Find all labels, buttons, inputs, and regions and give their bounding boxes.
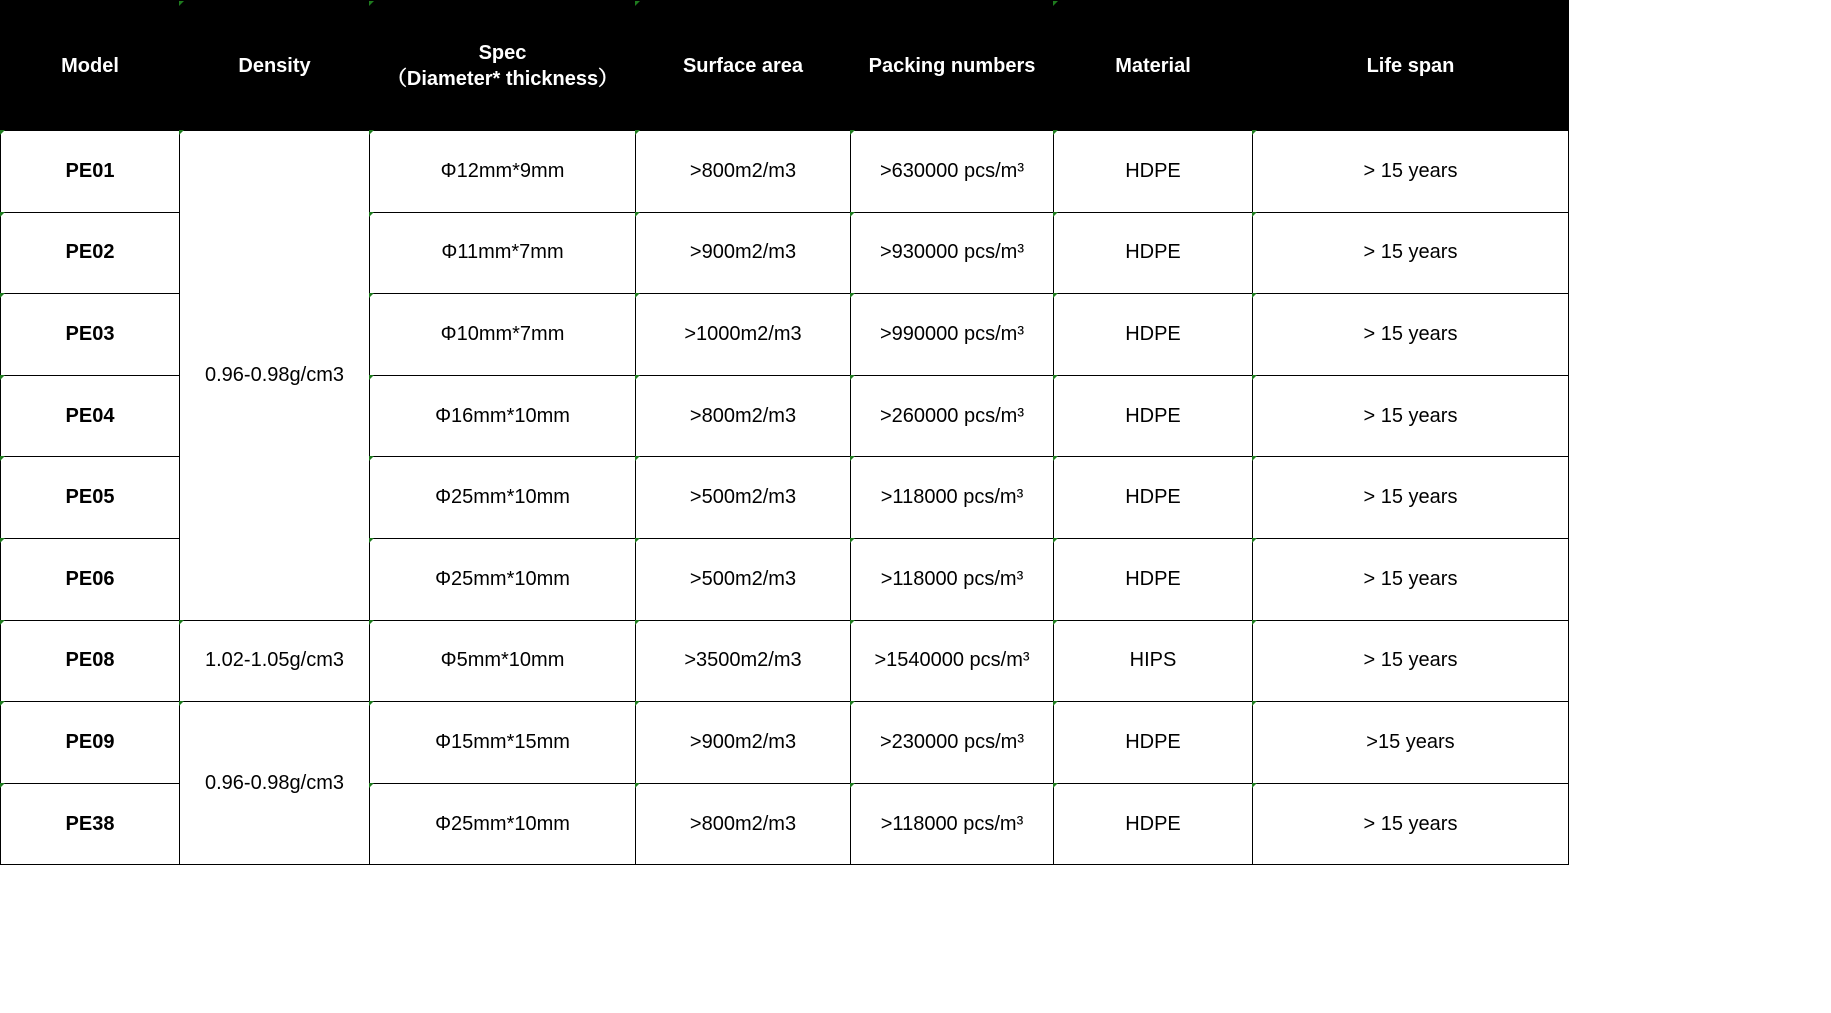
life-span-cell: > 15 years (1253, 538, 1569, 620)
density-cell: 0.96-0.98g/cm3 (180, 131, 370, 621)
life-span-cell: >15 years (1253, 702, 1569, 784)
life-span-cell: > 15 years (1253, 294, 1569, 376)
packing-cell: >990000 pcs/m³ (851, 294, 1054, 376)
header-spec (370, 1, 636, 131)
spec-cell: Φ16mm*10mm (370, 375, 636, 457)
surface-area-cell: >900m2/m3 (636, 702, 851, 784)
spec-cell: Φ25mm*10mm (370, 538, 636, 620)
packing-cell: >930000 pcs/m³ (851, 212, 1054, 294)
life-span-cell: > 15 years (1253, 457, 1569, 539)
surface-area-cell: >800m2/m3 (636, 375, 851, 457)
spec-cell: Φ10mm*7mm (370, 294, 636, 376)
header-packing-numbers: Packing numbers (851, 1, 1054, 131)
table-header (1, 1, 1569, 131)
material-cell: HDPE (1054, 702, 1253, 784)
surface-area-cell: >500m2/m3 (636, 538, 851, 620)
material-cell: HDPE (1054, 538, 1253, 620)
packing-cell: >1540000 pcs/m³ (851, 620, 1054, 702)
spec-cell: Φ25mm*10mm (370, 783, 636, 865)
spec-cell: Φ25mm*10mm (370, 457, 636, 539)
life-span-cell: > 15 years (1253, 783, 1569, 865)
header-spec-subtitle: （Diameter* thickness） (386, 67, 619, 90)
spec-cell: Φ5mm*10mm (370, 620, 636, 702)
density-cell: 0.96-0.98g/cm3 (180, 702, 370, 865)
material-cell: HDPE (1054, 131, 1253, 213)
model-cell: PE02 (1, 212, 180, 294)
header-life-span: Life span (1253, 1, 1569, 131)
model-cell: PE09 (1, 702, 180, 784)
life-span-cell: > 15 years (1253, 620, 1569, 702)
table-row (1, 702, 1569, 784)
packing-cell: >118000 pcs/m³ (851, 457, 1054, 539)
model-cell: PE38 (1, 783, 180, 865)
material-cell: HIPS (1054, 620, 1253, 702)
header-density: Density (180, 1, 370, 131)
material-cell: HDPE (1054, 457, 1253, 539)
life-span-cell: > 15 years (1253, 131, 1569, 213)
material-cell: HDPE (1054, 294, 1253, 376)
material-cell: HDPE (1054, 783, 1253, 865)
packing-cell: >230000 pcs/m³ (851, 702, 1054, 784)
model-cell: PE04 (1, 375, 180, 457)
packing-cell: >630000 pcs/m³ (851, 131, 1054, 213)
surface-area-cell: >1000m2/m3 (636, 294, 851, 376)
header-spec-title: Spec (478, 41, 527, 64)
surface-area-cell: >900m2/m3 (636, 212, 851, 294)
surface-area-cell: >3500m2/m3 (636, 620, 851, 702)
life-span-cell: > 15 years (1253, 375, 1569, 457)
surface-area-cell: >800m2/m3 (636, 131, 851, 213)
table-row (1, 620, 1569, 702)
material-cell: HDPE (1054, 375, 1253, 457)
table-row (1, 131, 1569, 213)
model-cell: PE08 (1, 620, 180, 702)
header-model: Model (1, 1, 180, 131)
spec-cell: Φ15mm*15mm (370, 702, 636, 784)
surface-area-cell: >500m2/m3 (636, 457, 851, 539)
life-span-cell: > 15 years (1253, 212, 1569, 294)
density-cell: 1.02-1.05g/cm3 (180, 620, 370, 702)
surface-area-cell: >800m2/m3 (636, 783, 851, 865)
table-body (1, 131, 1569, 865)
spec-cell: Φ11mm*7mm (370, 212, 636, 294)
model-cell: PE05 (1, 457, 180, 539)
material-cell: HDPE (1054, 212, 1253, 294)
packing-cell: >118000 pcs/m³ (851, 538, 1054, 620)
model-cell: PE06 (1, 538, 180, 620)
packing-cell: >260000 pcs/m³ (851, 375, 1054, 457)
model-cell: PE03 (1, 294, 180, 376)
header-row (1, 1, 1569, 131)
model-cell: PE01 (1, 131, 180, 213)
packing-cell: >118000 pcs/m³ (851, 783, 1054, 865)
spec-cell: Φ12mm*9mm (370, 131, 636, 213)
header-surface-area: Surface area (636, 1, 851, 131)
header-material: Material (1054, 1, 1253, 131)
